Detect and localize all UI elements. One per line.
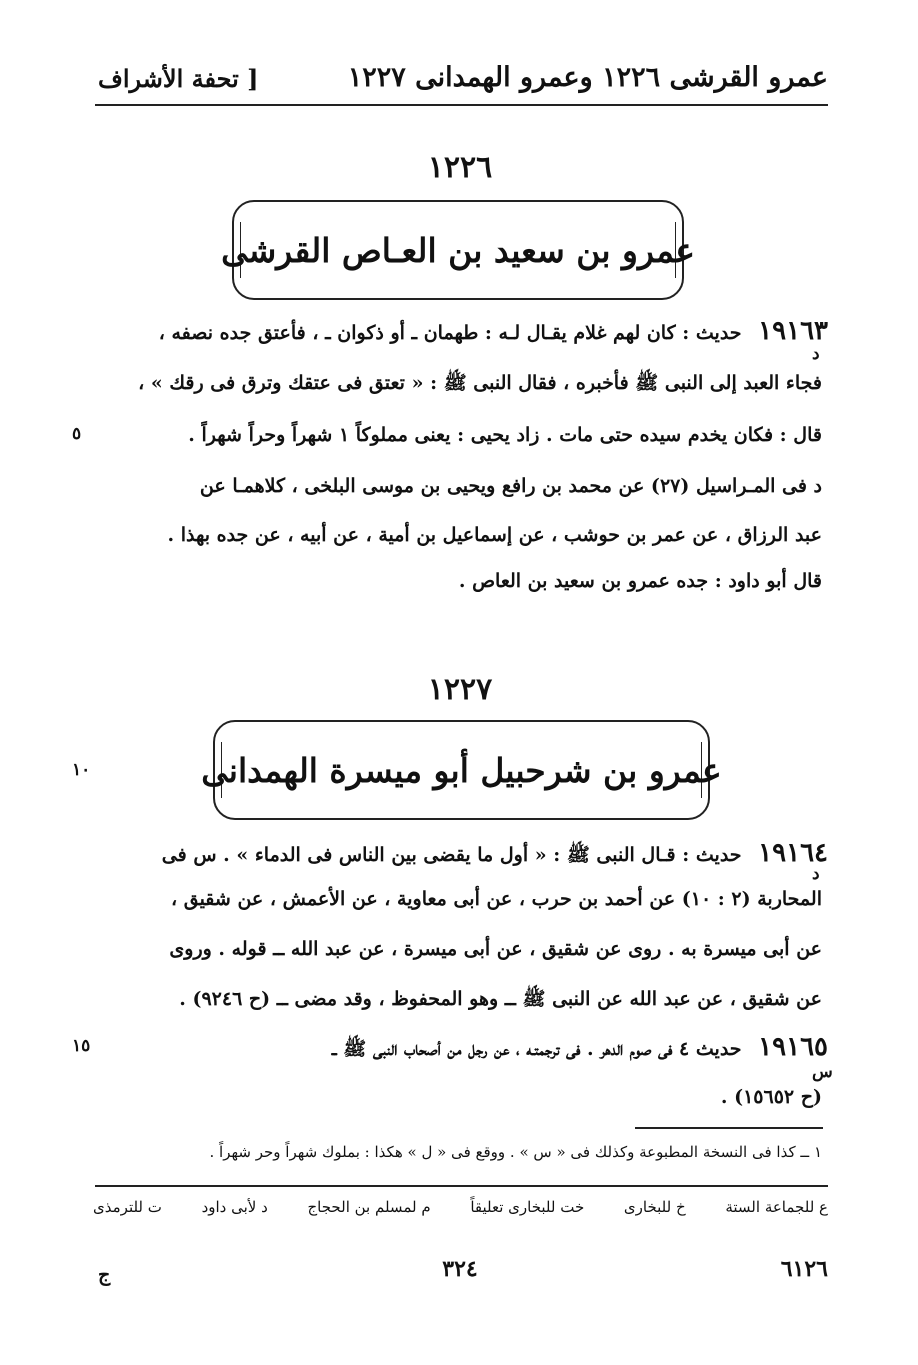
running-header-book: [ تحفة الأشراف (98, 64, 259, 93)
hadith-line: ١٩١٦٤ حديث : قـال النبى ﷺ : « أول ما يقضى بين الناس فى الدماء » . س فى (161, 838, 828, 868)
hadith-line: فجاء العبد إلى النبى ﷺ فأخبره ، فقال النبى ﷺ : « تعتق فى عتقك وترق فى رقك » ، (138, 372, 822, 394)
entry-name-frame (221, 200, 695, 300)
margin-line-number: ١٥ (72, 1036, 91, 1056)
hadith-line: ١٩١٦٣ حديث : كان لهم غلام يقـال لـه : طهمان ـ أو ذكوان ـ ، فأعتق جده نصفه ، (158, 316, 828, 346)
header-divider (95, 104, 828, 106)
margin-code: س (812, 1062, 833, 1082)
entry-name-frame (201, 720, 722, 820)
abbreviation-item: ع للجماعة الستة (725, 1198, 828, 1216)
hadith-line: (ح ١٥٦٥٢) . (720, 1086, 822, 1108)
hadith-line: د فى المـراسيل (٢٧) عن محمد بن رافع ويحيى بن موسى البلخى ، كلاهمـا عن (199, 475, 822, 497)
hadith-line: المحاربة (٢ : ١٠) عن أحمد بن حرب ، عن أبى معاوية ، عن الأعمش ، عن شقيق ، (170, 888, 822, 910)
hadith-number: ١٩١٦٣ (758, 316, 828, 346)
volume-page-number: ٦١٢٦ (780, 1256, 828, 1282)
running-header-title: عمرو القرشى ١٢٢٦ وعمرو الهمدانى ١٢٢٧ (347, 62, 828, 93)
hadith-line: عن أبى ميسرة به . روى عن شقيق ، عن أبى ميسرة ، عن عبد الله ــ قوله . وروى (169, 938, 822, 960)
abbreviation-item: خ للبخارى (623, 1198, 686, 1216)
hadith-line: قال أبو داود : جده عمرو بن سعيد بن العاص . (458, 570, 822, 592)
abbreviation-item: ت للترمذى (93, 1198, 162, 1216)
abbreviation-key (93, 1198, 828, 1216)
hadith-number: ١٩١٦٥ (758, 1032, 828, 1062)
footnote: ١ ــ كذا فى النسخة المطبوعة وكذلك فى « س » . ووقع فى « ل » هكذا : بملوك شهراً وحر شهراً . (209, 1143, 822, 1161)
margin-code: د (812, 864, 820, 884)
page-number: ٣٢٤ (442, 1256, 478, 1282)
abbreviation-item: خت للبخارى تعليقاً (470, 1198, 585, 1216)
hadith-line: عبد الرزاق ، عن عمر بن حوشب ، عن إسماعيل بن أمية ، عن أبيه ، عن جده بهذا . (167, 524, 822, 546)
signature-mark: ج (98, 1264, 111, 1286)
margin-code: د (812, 344, 820, 364)
margin-line-number: ١٠ (72, 760, 91, 780)
hadith-line: ١٩١٦٥ حديث ٤ فى صوم الدهر . فى ترجمتـه ، عن رجل من أصحاب النبى ﷺ ــ (331, 1032, 828, 1062)
abbreviation-item: م لمسلم بن الحجاج (307, 1198, 431, 1216)
entry-number: ١٢٢٦ (427, 150, 493, 185)
hadith-line: قال : فكان يخدم سيده حتى مات . زاد يحيى : يعنى مملوكاً ١ شهراً وحراً شهراً . (188, 424, 822, 446)
entry-name: عمرو بن سعيد بن العـاص القرشى (221, 230, 695, 270)
hadith-number: ١٩١٦٤ (758, 838, 828, 868)
margin-line-number: ٥ (72, 424, 82, 444)
hadith-line: عن شقيق ، عن عبد الله عن النبى ﷺ ــ وهو المحفوظ ، وقد مضى ــ (ح ٩٢٤٦) . (179, 988, 822, 1010)
entry-number: ١٢٢٧ (427, 672, 493, 707)
abbreviations-divider (95, 1185, 828, 1187)
abbreviation-item: د لأبى داود (201, 1198, 268, 1216)
entry-name: عمرو بن شرحبيل أبو ميسرة الهمدانى (201, 750, 722, 790)
footnote-divider (635, 1127, 823, 1129)
